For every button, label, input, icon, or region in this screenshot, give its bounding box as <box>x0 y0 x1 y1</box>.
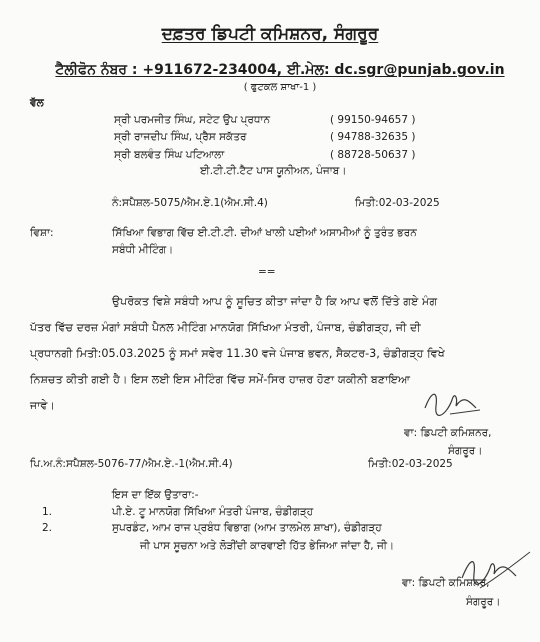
branch-label: ( ਫੁਟਕਲ ਸ਼ਾਖਾ-1 ) <box>243 82 317 93</box>
endorsement-number: ਪਿ.ਅ.ਨੰ:ਸਪੈਸ਼ਲ-5076-77/ਐਮ.ਏ.-1(ਐਮ.ਸੀ.4) <box>30 458 233 470</box>
body-line-1: ਉਪਰੋਕਤ ਵਿਸ਼ੇ ਸਬੰਧੀ ਆਪ ਨੂੰ ਸੂਚਿਤ ਕੀਤਾ ਜਾਂਦਾ ਹੈ ਕਿ ਆਪ ਵਲੋਂ ਦਿੱਤੇ ਗਏ ਮੰਗ <box>112 295 438 308</box>
copy-item-2-text: ਸੁਪਰਡੰਟ, ਆਮ ਰਾਜ ਪ੍ਰਬੰਧ ਵਿਭਾਗ (ਆਮ ਤਾਲਮੇਲ ਸ਼ਾਖਾ), ਚੰਡੀਗੜ੍ਹ <box>112 522 382 534</box>
recipient-3-phone: ( 88728-50637 ) <box>330 149 416 161</box>
signature-initials-2 <box>456 548 536 598</box>
separator: == <box>258 266 276 278</box>
union-name: ਈ.ਟੀ.ਟੀ.ਟੈਟ ਪਾਸ ਯੂਨੀਅਨ, ਪੰਜਾਬ। <box>200 165 347 177</box>
subject-line-1: ਸਿੱਖਿਆ ਵਿਭਾਗ ਵਿੱਚ ਈ.ਟੀ.ਟੀ. ਦੀਆਂ ਖਾਲੀ ਪਈਆਂ ਅਸਾਮੀਆਂ ਨੂੰ ਤੁਰੰਤ ਭਰਨ <box>112 227 417 239</box>
subject-label: ਵਿਸ਼ਾ: <box>30 227 54 239</box>
recipient-2-name: ਸ੍ਰੀ ਰਾਜਦੀਪ ਸਿੰਘ, ਪ੍ਰੈਸ ਸਕੱਤਰ <box>114 131 247 143</box>
body-line-3: ਪ੍ਰਧਾਨਗੀ ਮਿਤੀ:05.03.2025 ਨੂੰ ਸਮਾਂ ਸਵੇਰ 11.30 ਵਜੇ ਪੰਜਾਬ ਭਵਨ, ਸੈਕਟਰ-3, ਚੰਡੀਗੜ੍ਹ ਵਿਖੇ <box>30 347 445 360</box>
signature-1-title: ਵਾ: ਡਿਪਟੀ ਕਮਿਸ਼ਨਰ, <box>404 427 492 439</box>
signature-2-place: ਸੰਗਰੂਰ। <box>466 596 501 608</box>
copy-label: ਇਸ ਦਾ ਇੱਕ ਉਤਾਰਾ:- <box>112 489 199 501</box>
body-line-4: ਨਿਸ਼ਚਤ ਕੀਤੀ ਗਈ ਹੈ। ਇਸ ਲਈ ਇਸ ਮੀਟਿੰਗ ਵਿੱਚ ਸਮੇਂ-ਸਿਰ ਹਾਜ਼ਰ ਹੋਣਾ ਯਕੀਨੀ ਬਣਾਇਆ <box>30 373 411 386</box>
to-label: ਵੱਲ <box>30 97 44 109</box>
reference-date: ਮਿਤੀ:02-03-2025 <box>355 197 440 209</box>
endorsement-date: ਮਿਤੀ:02-03-2025 <box>368 458 453 470</box>
subject-line-2: ਸਬੰਧੀ ਮੀਟਿੰਗ। <box>112 244 174 256</box>
reference-number: ਨੰ:ਸਪੈਸ਼ਲ-5075/ਐਮ.ਏ.1(ਐਮ.ਸੀ.4) <box>112 197 268 209</box>
recipient-1-phone: ( 99150-94657 ) <box>330 114 416 126</box>
signature-2-title: ਵਾ: ਡਿਪਟੀ ਕਮਿਸ਼ਨਰ, <box>402 577 490 589</box>
recipient-2-phone: ( 94788-32635 ) <box>330 131 416 143</box>
body-line-5: ਜਾਵੇ। <box>30 399 56 412</box>
recipient-3-name: ਸ੍ਰੀ ਬਲਵੰਤ ਸਿੰਘ ਪਟਿਆਲਾ <box>114 149 225 161</box>
office-title: ਦਫ਼ਤਰ ਡਿਪਟੀ ਕਮਿਸ਼ਨਰ, ਸੰਗਰੂਰ <box>161 24 379 44</box>
signature-initials-1 <box>420 386 490 422</box>
copy-item-1-text: ਪੀ.ਏ. ਟੂ ਮਾਨਯੋਗ ਸਿੱਖਿਆ ਮੰਤਰੀ ਪੰਜਾਬ, ਚੰਡੀਗੜ੍ਹ <box>112 506 314 518</box>
body-line-2: ਪੱਤਰ ਵਿੱਚ ਦਰਜ਼ ਮੰਗਾਂ ਸਬੰਧੀ ਪੈਨਲ ਮੀਟਿੰਗ ਮਾਨਯੋਗ ਸਿੱਖਿਆ ਮੰਤਰੀ, ਪੰਜਾਬ, ਚੰਡੀਗੜ੍ਹ, ਜੀ ਦੀ <box>30 321 421 334</box>
copy-item-2-number: 2. <box>42 522 53 534</box>
copy-closing: ਜੀ ਪਾਸ ਸੂਚਨਾ ਅਤੇ ਲੋੜੀਂਦੀ ਕਾਰਵਾਈ ਹਿੱਤ ਭੇਜਿਆ ਜਾਂਦਾ ਹੈ, ਜੀ। <box>140 540 395 552</box>
copy-item-1-number: 1. <box>42 506 53 518</box>
recipient-1-name: ਸ੍ਰੀ ਪਰਮਜੀਤ ਸਿੰਘ, ਸਟੇਟ ਉਪ ਪ੍ਰਧਾਨ <box>114 114 271 126</box>
contact-line: ਟੈਲੀਫੋਨ ਨੰਬਰ : +911672-234004, ਈ.ਮੇਲ: dc.sgr@punjab.gov.in <box>55 62 505 78</box>
signature-1-place: ਸੰਗਰੂਰ। <box>448 445 483 457</box>
